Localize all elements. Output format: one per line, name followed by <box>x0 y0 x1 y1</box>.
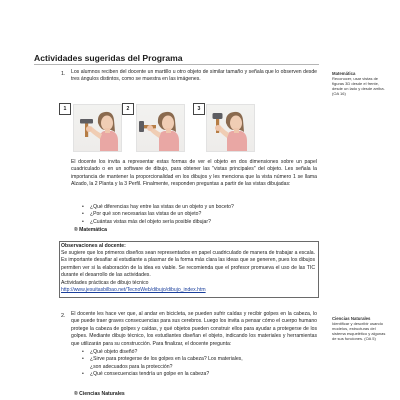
photo-number: 2 <box>122 103 134 115</box>
sidebar-note <box>332 316 388 341</box>
question-item: • ¿Qué objeto diseñó? <box>82 349 254 356</box>
sidebar-note-title: Ciencias Naturales <box>332 316 371 321</box>
question-item: • ¿Qué diferencias hay entre las vistas de un objeto y un boceto? <box>82 204 312 211</box>
photo-hammer-top <box>136 104 185 152</box>
photo-hammer-front <box>73 104 122 152</box>
question-list <box>82 349 254 379</box>
question-list <box>82 204 312 226</box>
question-item: • ¿Por qué son necesarias las vistas de un objeto? <box>82 211 312 218</box>
photo-number: 3 <box>193 103 205 115</box>
sidebar-note-text: Reconocer, usar vistas de figuras 3D desde el frente, desde un lado y desde arriba. (OA 16) <box>332 76 385 97</box>
observations-heading: Observaciones al docente: <box>61 243 126 249</box>
question-item: • ¿Cuántas vistas más del objeto sería posible dibujar? <box>82 219 312 226</box>
question-item: • ¿Sirve para protegerse de los golpes en la cabeza? Los materiales, ¿son adecuados para la protección? <box>82 356 254 371</box>
sidebar-note <box>332 71 388 96</box>
activity-number: 1. <box>61 71 66 77</box>
sidebar-note-text: Identificar y describir usando modelos, estructuras del sistema esquelético y algunas de sus funciones. (OA 5) <box>332 321 386 342</box>
reference-link[interactable]: http://www.jesuitasbilbao.net/TecnoWeb/dibujo/dibujo_index.htm <box>61 287 206 293</box>
photo-hammer-side <box>206 104 255 152</box>
title-divider <box>34 64 319 65</box>
activity-number: 2. <box>61 313 66 319</box>
activity-body: El docente les hace ver que, al andar en bicicleta, se pueden sufrir caídas y recibir golpes en la cabeza, lo que puede traer graves consecuencias para sus cerebros. Luego los invita a pensar cómo el cuerpo humano protege la cabeza de golpes y caídas, y qué objetos pueden construir ellos para ayudar a protegerse de los golpes. Mediante dibujo técnico, los estudiantes diseñan el objeto, indicando los materiales y herramientas que utilizarán para su construcción. Para finalizar, el docente pregunta: <box>71 311 317 347</box>
page-title: Actividades sugeridas del Programa <box>34 53 183 63</box>
links-label: Actividades prácticas de dibujo técnico <box>61 280 149 286</box>
sidebar-note-title: Matemática <box>332 71 356 76</box>
person-holding-hammer-image <box>137 105 184 151</box>
person-holding-hammer-image <box>207 105 254 151</box>
photo-number: 1 <box>59 103 71 115</box>
observations-text: Se sugiere que los primeros diseños sean representados en papel cuadriculado de manera de trabajar a escala. Es importante desafiar al estudiante a plasmar de la forma más clara las ideas que se generen, pues los dibujos permiten ver si la elaboración de la idea es viable. Se recomienda que el profesor promueva el uso de las TIC durante el desarrollo de las actividades. <box>61 250 315 279</box>
subject-tag: ® Matemática <box>74 227 107 233</box>
activity-intro: Los alumnos reciben del docente un martillo u otro objeto de similar tamaño y señala que lo observen desde tres ángulos distintos, como se muestra en las imágenes. <box>71 69 317 83</box>
question-item: • ¿Qué consecuencias tendría un golpe en la cabeza? <box>82 371 254 378</box>
activity-body: El docente los invita a representar estas formas de ver el objeto en dos dimensiones sobre un papel cuadriculado o en un software de dibujo, para obtener las "vistas principales" del objeto. Les señala la importancia de mantener la proporcionalidad en los dibujos y les menciona que la vista número 1 se llama Alzado, la 2 Planta y la 3 Perfil. Finalmente, responden preguntas a partir de las vistas dibujadas: <box>71 159 317 188</box>
person-holding-hammer-image <box>74 105 121 151</box>
subject-tag: ® Ciencias Naturales <box>74 391 125 397</box>
